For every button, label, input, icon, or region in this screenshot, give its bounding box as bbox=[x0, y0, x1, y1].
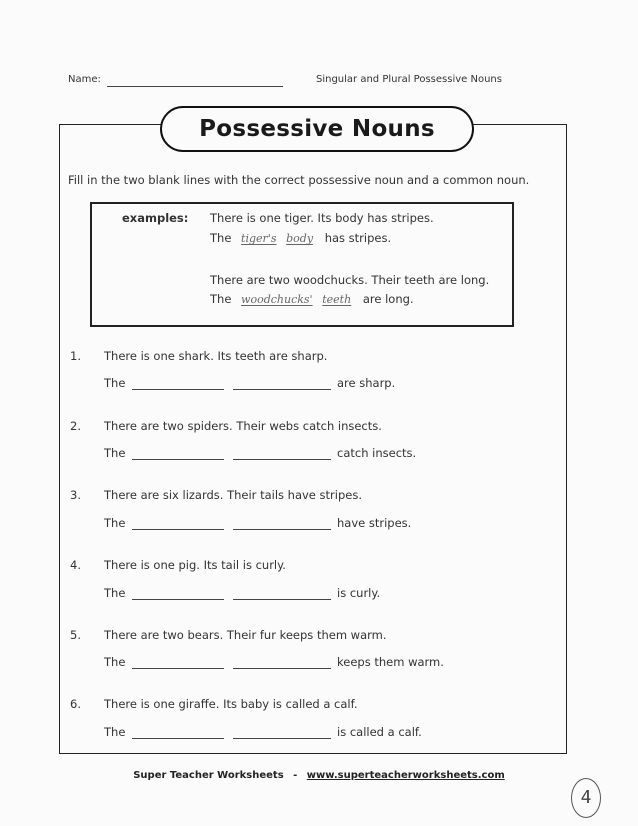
instructions: Fill in the two blank lines with the correct possessive noun and a common noun. bbox=[68, 173, 530, 187]
question-4-sentence: There is one pig. Its tail is curly. bbox=[104, 558, 286, 572]
example-2-answer-possessive: woodchucks' bbox=[241, 293, 313, 306]
question-6-the: The bbox=[104, 725, 126, 739]
example-2-answer-line bbox=[210, 292, 414, 306]
name-label: Name: bbox=[68, 74, 101, 85]
question-3-blank-noun[interactable] bbox=[233, 529, 331, 530]
example-2-answer-noun: teeth bbox=[322, 293, 352, 306]
question-2-blank-noun[interactable] bbox=[233, 459, 331, 460]
worksheet-subtitle: Singular and Plural Possessive Nouns bbox=[316, 74, 502, 85]
footer-brand: Super Teacher Worksheets bbox=[133, 770, 284, 781]
example-1-answer-noun: body bbox=[286, 232, 314, 245]
question-6-blank-noun[interactable] bbox=[233, 738, 331, 739]
question-1-sentence: There is one shark. Its teeth are sharp. bbox=[104, 349, 328, 363]
example-1-the: The bbox=[210, 231, 232, 245]
example-1-ending: has stripes. bbox=[324, 231, 392, 245]
example-2-sentence: There are two woodchucks. Their teeth are long. bbox=[210, 273, 490, 287]
question-5-the: The bbox=[104, 655, 126, 669]
question-3-sentence: There are six lizards. Their tails have stripes. bbox=[104, 488, 362, 502]
question-4-blank-possessive[interactable] bbox=[132, 599, 224, 600]
question-2-number: 2. bbox=[70, 419, 81, 433]
question-2-ending: catch insects. bbox=[337, 446, 417, 460]
page-title: Possessive Nouns bbox=[160, 106, 474, 152]
page-number-badge: 4 bbox=[571, 778, 601, 818]
example-1-answer-line bbox=[210, 231, 391, 245]
question-1-blank-noun[interactable] bbox=[233, 389, 331, 390]
question-5-blank-noun[interactable] bbox=[233, 668, 331, 669]
question-1-ending: are sharp. bbox=[337, 376, 396, 390]
example-2-ending: are long. bbox=[362, 292, 414, 306]
question-2-the: The bbox=[104, 446, 126, 460]
question-4-blank-noun[interactable] bbox=[233, 599, 331, 600]
question-6-ending: is called a calf. bbox=[337, 725, 422, 739]
question-1-the: The bbox=[104, 376, 126, 390]
question-1-blank-possessive[interactable] bbox=[132, 389, 224, 390]
question-5-number: 5. bbox=[70, 628, 81, 642]
question-3-ending: have stripes. bbox=[337, 516, 412, 530]
question-5-blank-possessive[interactable] bbox=[132, 668, 224, 669]
question-6-number: 6. bbox=[70, 697, 81, 711]
question-5-sentence: There are two bears. Their fur keeps them warm. bbox=[104, 628, 387, 642]
footer-url-link[interactable]: www.superteacherworksheets.com bbox=[306, 770, 505, 781]
question-4-number: 4. bbox=[70, 558, 81, 572]
question-2-sentence: There are two spiders. Their webs catch insects. bbox=[104, 419, 382, 433]
examples-label: examples: bbox=[122, 211, 189, 225]
question-3-number: 3. bbox=[70, 488, 81, 502]
question-4-ending: is curly. bbox=[337, 586, 381, 600]
question-3-the: The bbox=[104, 516, 126, 530]
question-1-number: 1. bbox=[70, 349, 81, 363]
footer bbox=[0, 770, 638, 781]
question-6-sentence: There is one giraffe. Its baby is called a calf. bbox=[104, 697, 358, 711]
question-5-ending: keeps them warm. bbox=[337, 655, 444, 669]
example-1-sentence: There is one tiger. Its body has stripes. bbox=[210, 211, 434, 225]
question-4-the: The bbox=[104, 586, 126, 600]
example-2-the: The bbox=[210, 292, 232, 306]
name-field[interactable] bbox=[107, 86, 283, 87]
question-3-blank-possessive[interactable] bbox=[132, 529, 224, 530]
example-1-answer-possessive: tiger's bbox=[241, 232, 277, 245]
footer-separator: - bbox=[293, 770, 298, 781]
question-6-blank-possessive[interactable] bbox=[132, 738, 224, 739]
question-2-blank-possessive[interactable] bbox=[132, 459, 224, 460]
